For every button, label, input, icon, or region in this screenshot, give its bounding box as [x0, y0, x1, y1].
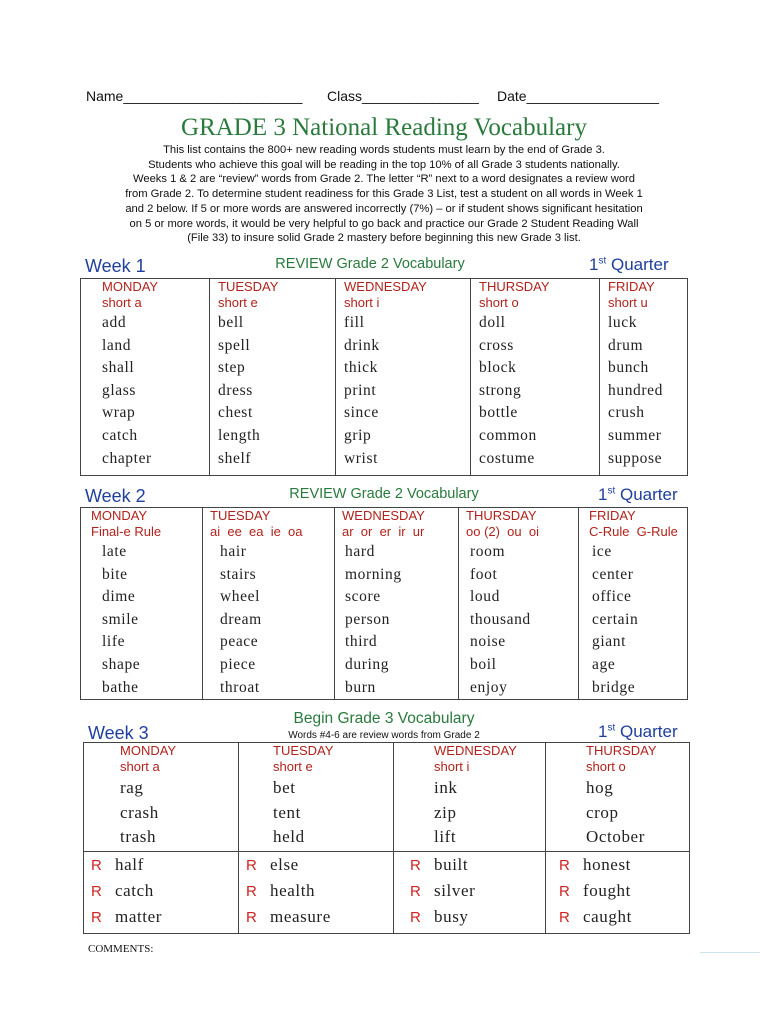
- word: fill: [344, 314, 365, 331]
- review-row: [246, 878, 393, 904]
- sound-label: short u: [608, 295, 648, 310]
- sound-label: short o: [586, 759, 626, 774]
- review-row: [246, 852, 393, 878]
- week-2-col-thursday: [459, 508, 579, 700]
- week-2-quarter: 1st Quarter: [598, 485, 678, 504]
- word: wrist: [344, 449, 378, 467]
- sound-label: short a: [120, 759, 160, 774]
- word: costume: [479, 449, 535, 467]
- word: ink: [434, 778, 458, 797]
- word: rag: [120, 778, 144, 797]
- word: office: [592, 588, 632, 606]
- review-word: busy: [434, 906, 469, 926]
- sound-label: short e: [273, 759, 313, 774]
- word: cross: [479, 336, 514, 354]
- review-word: fought: [583, 880, 631, 900]
- word: spell: [218, 336, 251, 354]
- review-marker: R: [559, 908, 570, 926]
- word: chapter: [102, 449, 152, 467]
- intro-line: from Grade 2. To determine student readiness for this Grade 3 List, test a student on all words in Week 1: [125, 188, 643, 201]
- scan-mark: [700, 952, 760, 953]
- word: dress: [218, 381, 253, 399]
- word: loud: [470, 588, 500, 606]
- word: catch: [102, 426, 138, 444]
- word: add: [102, 314, 127, 331]
- word: print: [344, 381, 377, 399]
- word: late: [102, 543, 127, 560]
- word: length: [218, 426, 261, 444]
- word: during: [345, 655, 390, 673]
- word: lift: [434, 827, 457, 847]
- review-row: [410, 904, 545, 930]
- word: enjoy: [470, 678, 508, 696]
- sound-label: short a: [102, 295, 142, 310]
- week-2-heading: REVIEW Grade 2 Vocabulary: [289, 486, 479, 502]
- review-marker: R: [410, 882, 421, 900]
- word: score: [345, 588, 381, 606]
- word: glass: [102, 381, 136, 399]
- word: giant: [592, 633, 626, 651]
- week-3-col-wednesday: [394, 743, 546, 934]
- review-word: built: [434, 854, 469, 874]
- word: thick: [344, 359, 378, 377]
- class-field-label: Class_______________: [327, 88, 479, 104]
- day-label: WEDNESDAY: [434, 743, 517, 758]
- word: thousand: [470, 610, 531, 628]
- word: burn: [345, 678, 376, 696]
- week-2-col-wednesday: [335, 508, 459, 700]
- week-3-col-monday: [84, 743, 239, 934]
- review-marker: R: [91, 882, 102, 900]
- intro-line: (File 33) to insure solid Grade 2 mastery before beginning this new Grade 3 list.: [187, 232, 581, 245]
- day-label: THURSDAY: [466, 508, 537, 523]
- review-row: [410, 852, 545, 878]
- day-label: MONDAY: [102, 279, 159, 294]
- sound-label: Final-e Rule: [91, 524, 162, 539]
- week-2-col-friday: [579, 508, 688, 700]
- week-1-quarter: 1st Quarter: [589, 255, 669, 274]
- word: piece: [220, 655, 256, 673]
- week-1-col-monday: [81, 279, 210, 476]
- day-label: MONDAY: [91, 508, 148, 523]
- word: boil: [470, 655, 497, 673]
- week-3-table: [83, 742, 690, 934]
- review-marker: R: [91, 908, 102, 926]
- word: grip: [344, 426, 372, 444]
- sound-label: short o: [479, 295, 519, 310]
- week-1-heading: REVIEW Grade 2 Vocabulary: [275, 256, 465, 272]
- review-row: [91, 904, 238, 930]
- word: strong: [479, 381, 522, 399]
- word: land: [102, 336, 132, 354]
- review-word: health: [270, 880, 316, 900]
- review-word: matter: [115, 906, 163, 926]
- word: bell: [218, 314, 244, 331]
- word: drum: [608, 336, 644, 354]
- review-word: honest: [583, 854, 631, 874]
- word: dime: [102, 588, 136, 606]
- word: hair: [220, 543, 247, 560]
- word: room: [470, 543, 506, 560]
- word: bite: [102, 565, 128, 583]
- word: hundred: [608, 381, 663, 399]
- review-row: [410, 878, 545, 904]
- word: stairs: [220, 565, 257, 583]
- week-1-col-tuesday: [210, 279, 336, 476]
- word: peace: [220, 633, 259, 651]
- word: shall: [102, 359, 135, 377]
- week-1-col-friday: [600, 279, 688, 476]
- day-label: TUESDAY: [273, 743, 334, 758]
- word: bunch: [608, 359, 649, 377]
- week-3-col-tuesday: [239, 743, 394, 934]
- week-2-col-monday: [81, 508, 203, 700]
- word: noise: [470, 633, 506, 651]
- review-row: [246, 904, 393, 930]
- intro-line: Weeks 1 & 2 are “review” words from Grade 2. The letter “R” next to a word designates a review word: [133, 173, 635, 186]
- review-marker: R: [410, 908, 421, 926]
- word: hog: [586, 778, 614, 797]
- day-label: MONDAY: [120, 743, 177, 758]
- day-label: TUESDAY: [210, 508, 271, 523]
- week-1-col-thursday: [471, 279, 600, 476]
- week-3-quarter: 1st Quarter: [598, 722, 678, 741]
- review-marker: R: [246, 856, 257, 874]
- word: suppose: [608, 449, 663, 467]
- word: wheel: [220, 588, 261, 606]
- word: person: [345, 610, 390, 628]
- intro-paragraph: [78, 143, 690, 246]
- name-field-label: Name_______________________: [86, 88, 303, 104]
- week-3-heading: Begin Grade 3 Vocabulary: [293, 710, 475, 727]
- word: trash: [120, 827, 157, 847]
- word: throat: [220, 678, 260, 696]
- intro-line: Students who achieve this goal will be reading in the top 10% of all Grade 3 students nationally.: [148, 158, 620, 171]
- review-row: [559, 878, 689, 904]
- review-word: half: [115, 854, 144, 874]
- sound-label: short i: [434, 759, 470, 774]
- sound-label: ar or er ir ur: [342, 524, 425, 539]
- word: held: [273, 827, 305, 847]
- word: dream: [220, 610, 262, 628]
- word: wrap: [102, 404, 136, 422]
- review-word: else: [270, 854, 299, 874]
- word: doll: [479, 314, 506, 331]
- word: bathe: [102, 678, 139, 696]
- week-1-table: [80, 278, 688, 476]
- word: block: [479, 359, 517, 377]
- review-marker: R: [559, 856, 570, 874]
- word: crop: [586, 802, 619, 822]
- week-3-label: Week 3: [88, 723, 149, 743]
- word: since: [344, 404, 379, 422]
- review-marker: R: [559, 882, 570, 900]
- intro-line: on 5 or more words, it would be very helpful to go back and practice our Grade 2 Student Reading Wall: [129, 217, 639, 230]
- word: luck: [608, 314, 638, 331]
- word: smile: [102, 610, 139, 628]
- week-2-col-tuesday: [203, 508, 335, 700]
- week-1-col-wednesday: [336, 279, 471, 476]
- review-word: caught: [583, 906, 632, 926]
- word: shape: [102, 655, 141, 673]
- word: life: [102, 633, 126, 651]
- sound-label: oo (2) ou oi: [466, 524, 539, 539]
- day-label: WEDNESDAY: [342, 508, 425, 523]
- week-3-note: Words #4-6 are review words from Grade 2: [288, 730, 480, 741]
- day-label: FRIDAY: [589, 508, 636, 523]
- word: common: [479, 426, 537, 444]
- review-marker: R: [410, 856, 421, 874]
- word: age: [592, 655, 616, 673]
- review-word: catch: [115, 880, 154, 900]
- word: morning: [345, 565, 402, 583]
- day-label: THURSDAY: [479, 279, 550, 294]
- word: bottle: [479, 404, 518, 422]
- week-3-col-thursday: [546, 743, 690, 934]
- word: foot: [470, 565, 498, 583]
- week-1-label: Week 1: [85, 256, 146, 276]
- date-field-label: Date_________________: [497, 88, 659, 104]
- comments-label: COMMENTS:: [88, 943, 154, 955]
- word: crash: [120, 802, 159, 822]
- review-row: [559, 904, 689, 930]
- intro-line: and 2 below. If 5 or more words are answered incorrectly (7%) – or if student shows significant hesitation: [125, 202, 643, 215]
- review-marker: R: [91, 856, 102, 874]
- review-word: silver: [434, 880, 476, 900]
- day-label: TUESDAY: [218, 279, 279, 294]
- sound-label: short i: [344, 295, 380, 310]
- word: bet: [273, 778, 296, 797]
- word: summer: [608, 426, 662, 444]
- word: October: [586, 827, 645, 847]
- word: third: [345, 633, 378, 651]
- week-2-label: Week 2: [85, 486, 146, 506]
- week-2-table: [80, 507, 688, 700]
- day-label: THURSDAY: [586, 743, 657, 758]
- review-marker: R: [246, 908, 257, 926]
- day-label: FRIDAY: [608, 279, 655, 294]
- sound-label: C-Rule G-Rule: [589, 524, 678, 539]
- word: center: [592, 565, 634, 583]
- review-marker: R: [246, 882, 257, 900]
- word: zip: [434, 802, 457, 822]
- page-title: GRADE 3 National Reading Vocabulary: [181, 114, 587, 141]
- word: ice: [592, 543, 612, 560]
- word: drink: [344, 336, 380, 354]
- sound-label: short e: [218, 295, 258, 310]
- word: tent: [273, 802, 301, 822]
- word: certain: [592, 610, 639, 628]
- review-row: [91, 878, 238, 904]
- word: bridge: [592, 678, 636, 696]
- word: crush: [608, 404, 645, 422]
- word: hard: [345, 543, 375, 560]
- review-word: measure: [270, 906, 331, 926]
- word: chest: [218, 404, 253, 422]
- intro-line: This list contains the 800+ new reading words students must learn by the end of Grade 3.: [163, 144, 605, 156]
- word: step: [218, 359, 246, 377]
- review-row: [559, 852, 689, 878]
- sound-label: ai ee ea ie oa: [210, 524, 303, 539]
- day-label: WEDNESDAY: [344, 279, 427, 294]
- review-row: [91, 852, 238, 878]
- word: shelf: [218, 449, 252, 467]
